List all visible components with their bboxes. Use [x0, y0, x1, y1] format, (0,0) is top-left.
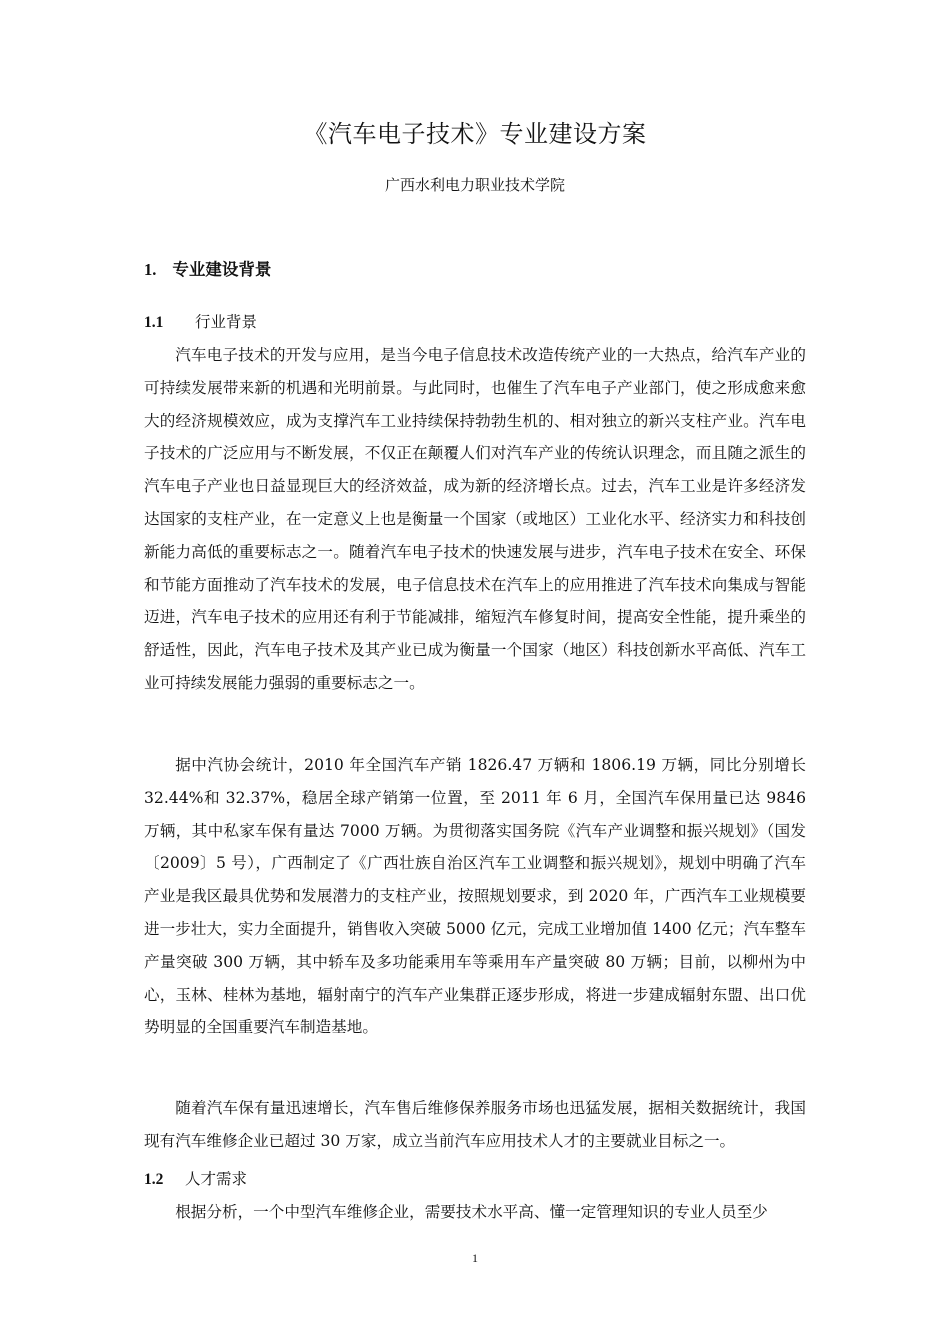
- section-1-2-title: 人才需求: [185, 1170, 248, 1188]
- document-title: 《汽车电子技术》专业建设方案: [303, 120, 647, 148]
- paragraph-statistics: 据中汽协会统计，2010 年全国汽车产销 1826.47 万辆和 1806.19 万辆，同比分别增长 32.44%和 32.37%，稳居全球产销第一位置，至 2011 年 6 月，全国汽车保用量已达 9846 万辆，其中私家车保有量达 7000 万辆。为贯彻落实国务院《汽车产业调整和振兴规划》（国发〔2009〕5 号），广西制定了《广西壮族自治区汽车工业调整和振兴规划》，规划中明确了汽车产业是我区最具优势和发展潜力的支柱产业，按照规划要求，到 2020 年，广西汽车工业规模要进一步壮大，实力全面提升，销售收入突破 5000 亿元，完成工业增加值 1400 亿元；汽车整车产量突破 300 万辆，其中轿车及多功能乘用车等乘用车产量突破 80 万辆；目前，以柳州为中心，玉林、桂林为基地，辐射南宁的汽车产业集群正逐步形成，将进一步建成辐射东盟、出口优势明显的全国重要汽车制造基地。: [144, 756, 807, 1037]
- section-1-2-heading: [144, 1166, 247, 1193]
- section-1-1-title: 行业背景: [195, 313, 258, 331]
- section-1-2-number: 1.2: [144, 1171, 164, 1188]
- paragraph-repair-market: 随着汽车保有量迅速增长，汽车售后维修保养服务市场也迅猛发展，据相关数据统计，我国现有汽车维修企业已超过 30 万家，成立当前汽车应用技术人才的主要就业目标之一。: [144, 1099, 806, 1150]
- section-1-1-number: 1.1: [144, 314, 164, 331]
- page-number: 1: [472, 1251, 478, 1265]
- paragraph-talent-demand: 根据分析，一个中型汽车维修企业，需要技术水平高、懂一定管理知识的专业人员至少: [175, 1203, 768, 1221]
- section-1-1-heading: [144, 309, 257, 336]
- paragraph-industry-background: 汽车电子技术的开发与应用，是当今电子信息技术改造传统产业的一大热点，给汽车产业的可持续发展带来新的机遇和光明前景。与此同时，也催生了汽车电子产业部门，使之形成愈来愈大的经济规模效应，成为支撑汽车工业持续保持勃勃生机的、相对独立的新兴支柱产业。汽车电子技术的广泛应用与不断发展，不仅正在颠覆人们对汽车产业的传统认识理念，而且随之派生的汽车电子产业也日益显现巨大的经济效益，成为新的经济增长点。过去，汽车工业是许多经济发达国家的支柱产业，在一定意义上也是衡量一个国家（或地区）工业化水平、经济实力和科技创新能力高低的重要标志之一。随着汽车电子技术的快速发展与进步，汽车电子技术在安全、环保和节能方面推动了汽车技术的发展，电子信息技术在汽车上的应用推进了汽车技术向集成与智能迈进，汽车电子技术的应用还有利于节能减排，缩短汽车修复时间，提高安全性能，提升乘坐的舒适性，因此，汽车电子技术及其产业已成为衡量一个国家（地区）科技创新水平高低、汽车工业可持续发展能力强弱的重要标志之一。: [144, 346, 806, 692]
- section-1-title: 专业建设背景: [172, 260, 272, 279]
- section-1-heading: [144, 256, 271, 284]
- institution-name: 广西水利电力职业技术学院: [384, 176, 565, 194]
- section-1-number: 1.: [144, 260, 157, 279]
